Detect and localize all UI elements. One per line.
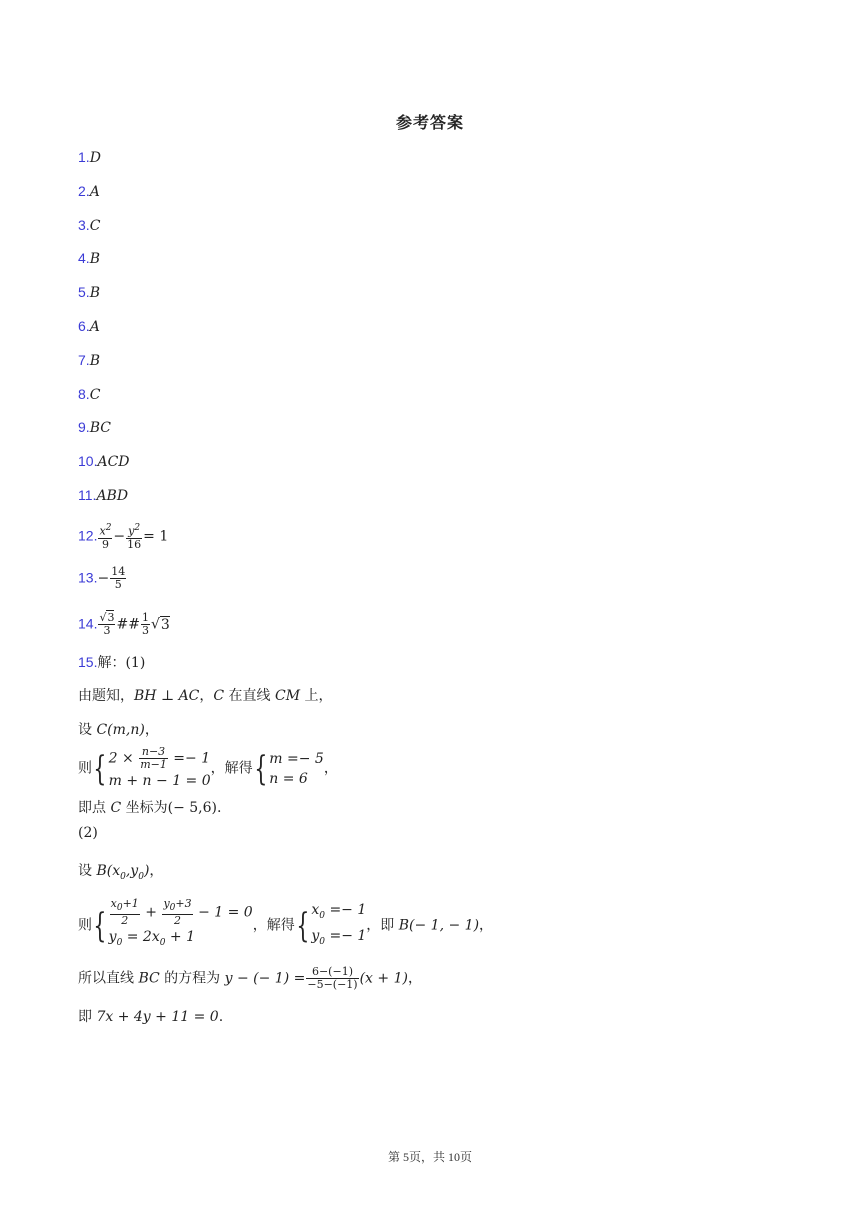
text: ，	[323, 760, 338, 777]
left-brace: {	[296, 905, 310, 946]
answer-item	[78, 283, 100, 302]
answer-item	[78, 385, 100, 404]
answer-item	[78, 249, 100, 268]
denominator: −5−(−1)	[307, 978, 358, 991]
answer-choice: BC	[89, 420, 111, 436]
math: n = 6	[269, 770, 308, 787]
answer-choice: A	[89, 184, 100, 200]
answer-choice: C	[89, 218, 101, 234]
text: 则	[78, 760, 92, 777]
left-brace: {	[93, 905, 107, 946]
text: ，	[479, 917, 494, 934]
question-number: 4.	[78, 250, 90, 266]
answer-item	[78, 182, 100, 201]
text: ，	[144, 722, 159, 738]
question-number: 14.	[78, 615, 98, 632]
math: B(− 1, − 1)	[398, 917, 480, 934]
math: C	[110, 800, 122, 816]
fraction-14-5: $\frac{14}{5}$	[111, 565, 126, 591]
fraction-sqrt3-3: $\frac{√3}{3}$	[99, 611, 115, 637]
equation-system: 2 × $\frac{n-3}{m-1}$ =− 1 m + n − 1 = 0	[108, 745, 211, 789]
solution-line-1	[78, 687, 333, 705]
text: (2)	[78, 825, 98, 841]
math: m + n − 1 = 0	[108, 773, 211, 789]
answer-12: 12. $\frac{x^2}{9}$ − $\frac{y^2}{16}$ = 1	[78, 523, 169, 551]
question-number: 9.	[78, 419, 90, 435]
math: $B(x_0,y_0)$	[96, 863, 150, 882]
page-footer: 第 5页，共 10页	[387, 1150, 472, 1164]
question-number: 2.	[78, 183, 90, 199]
minus-sign: −	[97, 570, 110, 587]
answer-item	[78, 486, 128, 505]
text: 的方程为	[159, 970, 225, 987]
answer-choice: C	[89, 387, 101, 403]
math: 7x + 4y + 11 = 0	[96, 1009, 219, 1025]
solution-label: 解：(1)	[97, 655, 146, 671]
numerator: 6−(−1)	[306, 966, 358, 979]
solution-line-4	[78, 862, 163, 886]
math: C	[213, 688, 225, 704]
answer-item	[78, 351, 100, 370]
math: BH ⊥ AC	[134, 688, 200, 704]
question-number: 15.	[78, 654, 98, 670]
text: ，	[407, 970, 422, 987]
answer-item	[78, 452, 130, 471]
text: 在直线	[224, 688, 276, 704]
text: ，即	[366, 917, 399, 934]
answer-item	[78, 148, 101, 167]
text: 即	[78, 1009, 97, 1025]
answer-choice: B	[89, 285, 100, 301]
question-number: 8.	[78, 386, 90, 402]
question-number: 11.	[78, 487, 97, 503]
math: CM	[275, 688, 301, 704]
math: (− 5,6)	[167, 800, 217, 816]
text: 由题知，	[78, 688, 134, 704]
text: ，解得	[210, 760, 253, 777]
text: 即点	[78, 800, 111, 816]
solution-system-2	[78, 898, 493, 953]
answer-15-intro	[78, 653, 145, 672]
separator: ##	[116, 616, 140, 633]
math: − 1 = 0	[198, 904, 253, 921]
question-number: 5.	[78, 284, 90, 300]
fraction-x2-9: $\frac{x^2}{9}$	[99, 523, 112, 551]
answer-13	[78, 566, 127, 591]
math: C(m,n)	[96, 722, 145, 738]
math: BC	[138, 970, 160, 987]
solution-system	[269, 749, 324, 789]
question-number: 1.	[78, 149, 90, 165]
math: + 1	[169, 929, 196, 946]
text: 所以直线	[78, 970, 139, 987]
solution-line-3	[78, 799, 221, 817]
math: =− 1	[173, 750, 211, 767]
left-brace: {	[93, 748, 107, 789]
solution-system-1	[78, 746, 338, 791]
question-number: 13.	[78, 569, 98, 586]
question-number: 3.	[78, 217, 90, 233]
text: 则	[78, 917, 92, 934]
text: ，	[149, 863, 164, 879]
answer-item	[78, 317, 100, 336]
answer-choice: ABD	[96, 488, 129, 504]
fraction-y2-16: $\frac{y^2}{16}$	[127, 523, 142, 551]
math: m =− 5	[269, 750, 324, 767]
text: 设	[78, 863, 97, 879]
text: 上，	[300, 688, 333, 704]
equation-tail: = 1	[143, 528, 169, 545]
math: (x + 1)	[359, 970, 408, 987]
solution-line-2	[78, 721, 159, 739]
answer-choice: D	[89, 150, 101, 166]
answer-choice: B	[89, 251, 100, 267]
math: y − (− 1) =	[224, 970, 306, 987]
question-number: 6.	[78, 318, 90, 334]
text: ，解得	[252, 917, 295, 934]
question-number: 7.	[78, 352, 90, 368]
text: .	[218, 1009, 224, 1025]
text: .	[217, 800, 222, 816]
equation-system: $\frac{x_0+1}{2}$ + $\frac{y_0+3}{2}$ − 1 = 0 $y_0 = 2x_0 + 1$	[108, 897, 253, 948]
question-number: 10.	[78, 453, 98, 469]
slope-fraction	[306, 966, 358, 991]
answer-choice: A	[89, 319, 100, 335]
solution-line-5	[78, 966, 422, 991]
answer-choice: B	[89, 353, 100, 369]
solution-system: $x_0 =- 1$ $y_0 =- 1$	[311, 901, 367, 947]
text: ，	[199, 688, 214, 704]
answer-item	[78, 418, 111, 437]
left-brace: {	[253, 748, 267, 789]
answer-item	[78, 216, 100, 235]
solution-line-6	[78, 1008, 223, 1026]
page-title: 参考答案	[395, 113, 464, 132]
part-2-label	[78, 824, 98, 842]
text: 设	[78, 722, 97, 738]
answer-14: 14. $\frac{√3}{3}$ ## $\frac{1}{3}$ √3	[78, 611, 170, 637]
text: 坐标为	[121, 800, 168, 816]
fraction-1-3: $\frac{1}{3}$	[141, 611, 149, 637]
answer-choice: ACD	[97, 454, 130, 470]
question-number: 12.	[78, 527, 98, 544]
